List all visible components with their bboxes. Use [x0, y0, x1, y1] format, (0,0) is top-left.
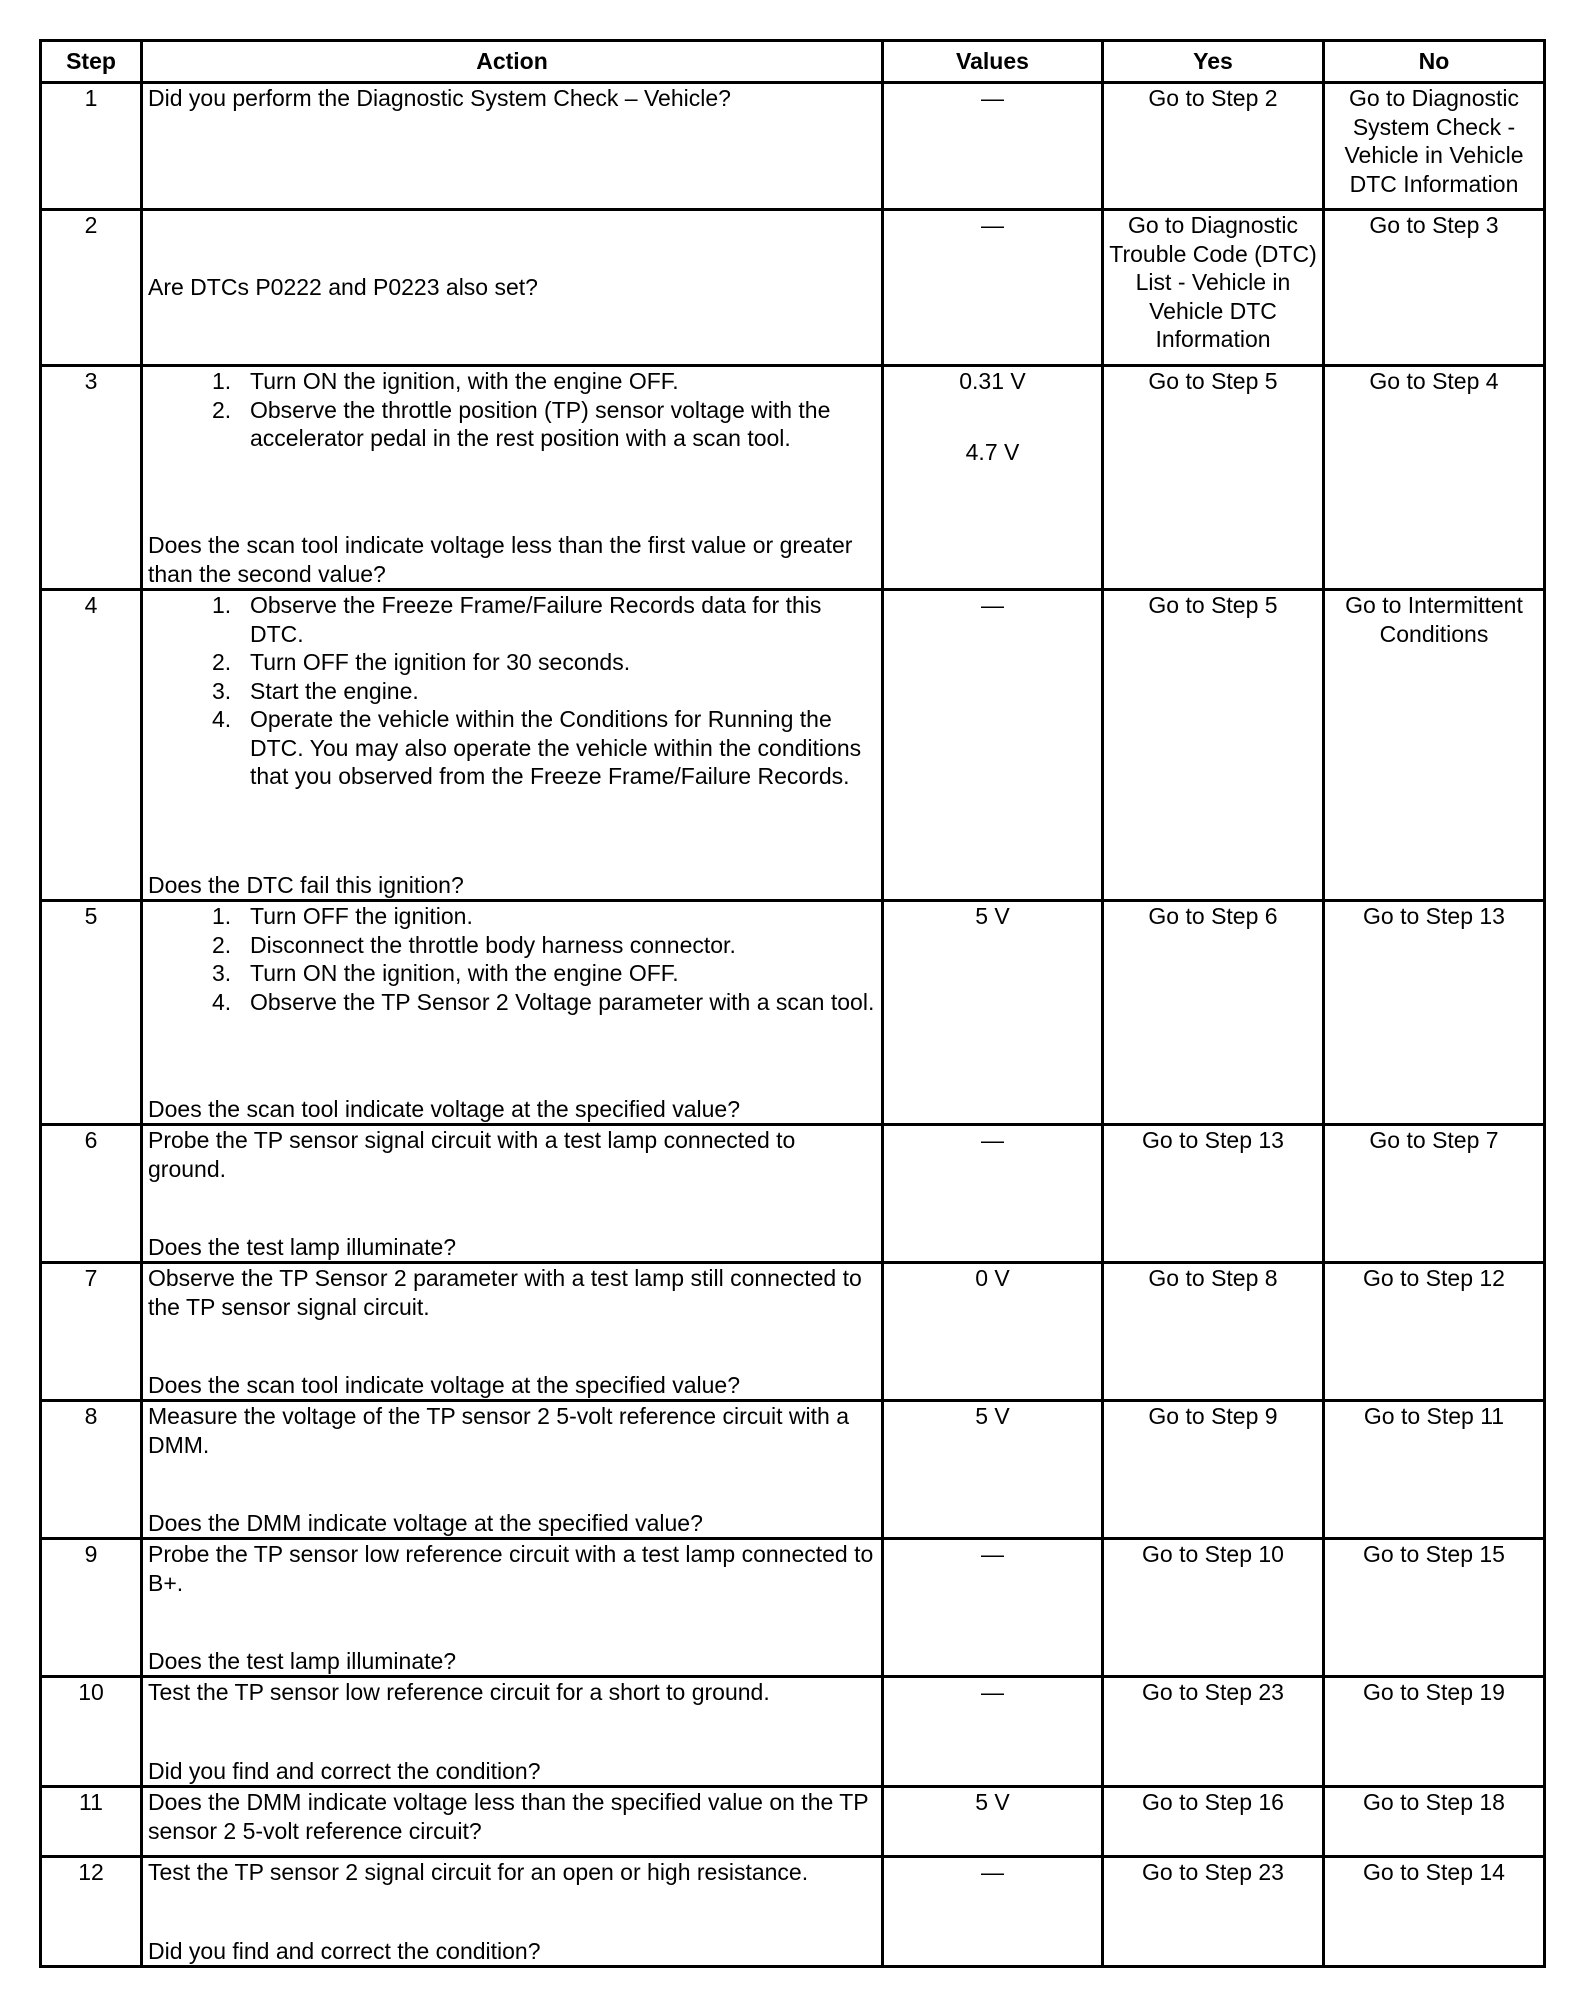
action-question: Does the DTC fail this ignition? [148, 871, 464, 898]
value-cell: — [883, 210, 1103, 366]
action-cell [142, 1677, 883, 1787]
table-row [41, 83, 1545, 210]
header-values: Values [883, 41, 1103, 83]
no-link[interactable]: Go to Step 13 [1324, 901, 1545, 1125]
value-cell: 5 V [883, 1401, 1103, 1539]
no-link[interactable]: Go to Step 19 [1324, 1677, 1545, 1787]
value-cell: — [883, 1677, 1103, 1787]
action-text: Measure the voltage of the TP sensor 2 5-volt reference circuit with a DMM. [148, 1403, 850, 1458]
value-cell: 0 V [883, 1263, 1103, 1401]
step-number: 8 [41, 1401, 142, 1539]
action-cell [142, 1125, 883, 1263]
action-question: Does the DMM indicate voltage at the specified value? [148, 1509, 703, 1536]
action-cell [142, 366, 883, 590]
action-cell [142, 1787, 883, 1857]
table-row [41, 1677, 1545, 1787]
value-cell: — [883, 83, 1103, 210]
value-cell: — [883, 1857, 1103, 1967]
no-link[interactable]: Go to Step 18 [1324, 1787, 1545, 1857]
action-question: Does the test lamp illuminate? [148, 1233, 457, 1260]
step-number: 11 [41, 1787, 142, 1857]
table-row [41, 1787, 1545, 1857]
action-text: Did you perform the Diagnostic System Check – Vehicle? [148, 85, 731, 111]
value-cell: — [883, 1125, 1103, 1263]
list-item: 4. Observe the TP Sensor 2 Voltage parameter with a scan tool. [212, 988, 875, 1015]
action-question: Does the scan tool indicate voltage less than the first value or greater than the second value? [148, 532, 853, 587]
value-min: 0.31 V [959, 368, 1026, 394]
action-text: Are DTCs P0222 and P0223 also set? [148, 274, 538, 301]
list-item: 2. Turn OFF the ignition for 30 seconds. [212, 649, 631, 675]
yes-link[interactable]: Go to Step 9 [1103, 1401, 1324, 1539]
yes-link[interactable]: Go to Step 5 [1103, 366, 1324, 590]
action-cell [142, 1263, 883, 1401]
yes-link[interactable]: Go to Step 23 [1103, 1677, 1324, 1787]
action-text: Test the TP sensor 2 signal circuit for an open or high resistance. [148, 1859, 809, 1885]
table-row [41, 1125, 1545, 1263]
action-cell [142, 1401, 883, 1539]
step-number: 1 [41, 83, 142, 210]
value-cell: 5 V [883, 1787, 1103, 1857]
table-row [41, 1857, 1545, 1967]
yes-link[interactable]: Go to Step 5 [1103, 590, 1324, 901]
no-link[interactable]: Go to Step 15 [1324, 1539, 1545, 1677]
action-text: Probe the TP sensor low reference circuit with a test lamp connected to B+. [148, 1541, 874, 1596]
value-max: 4.7 V [965, 438, 1020, 465]
no-link[interactable]: Go to Diagnostic System Check - Vehicle in Vehicle DTC Information [1324, 83, 1545, 210]
action-question: Does the scan tool indicate voltage at the specified value? [148, 1095, 740, 1122]
value-cell: — [883, 1539, 1103, 1677]
table-row [41, 210, 1545, 366]
value-cell [883, 366, 1103, 590]
value-cell: — [883, 590, 1103, 901]
action-text: Test the TP sensor low reference circuit for a short to ground. [148, 1679, 770, 1705]
header-yes: Yes [1103, 41, 1324, 83]
list-item: 3. Start the engine. [212, 677, 419, 704]
list-item: 2. Observe the throttle position (TP) sensor voltage with the accelerator pedal in the rest position with a scan tool. [212, 396, 831, 451]
value-cell: 5 V [883, 901, 1103, 1125]
action-question: Does the scan tool indicate voltage at the specified value? [148, 1371, 740, 1398]
yes-link[interactable]: Go to Step 2 [1103, 83, 1324, 210]
action-cell [142, 1539, 883, 1677]
header-step: Step [41, 41, 142, 83]
yes-link[interactable]: Go to Diagnostic Trouble Code (DTC) List - Vehicle in Vehicle DTC Information [1103, 210, 1324, 366]
action-steps [148, 591, 876, 791]
header-row [41, 41, 1545, 83]
no-link[interactable]: Go to Intermittent Conditions [1324, 590, 1545, 901]
yes-link[interactable]: Go to Step 23 [1103, 1857, 1324, 1967]
list-item: 4. Operate the vehicle within the Conditions for Running the DTC. You may also operate the vehicle within the conditions that you observed from the Freeze Frame/Failure Records. [212, 706, 862, 789]
action-text: Does the DMM indicate voltage less than the specified value on the TP sensor 2 5-volt reference circuit? [148, 1789, 869, 1844]
yes-link[interactable]: Go to Step 13 [1103, 1125, 1324, 1263]
step-number: 2 [41, 210, 142, 366]
list-item: 2. Disconnect the throttle body harness connector. [212, 931, 736, 958]
step-number: 3 [41, 366, 142, 590]
header-no: No [1324, 41, 1545, 83]
step-number: 9 [41, 1539, 142, 1677]
action-cell [142, 590, 883, 901]
no-link[interactable]: Go to Step 14 [1324, 1857, 1545, 1967]
no-link[interactable]: Go to Step 11 [1324, 1401, 1545, 1539]
no-link[interactable]: Go to Step 7 [1324, 1125, 1545, 1263]
action-steps [148, 367, 876, 453]
list-item: 3. Turn ON the ignition, with the engine OFF. [212, 960, 679, 986]
table-row [41, 901, 1545, 1125]
header-action: Action [142, 41, 883, 83]
action-question: Does the test lamp illuminate? [148, 1647, 457, 1674]
action-question: Did you find and correct the condition? [148, 1757, 541, 1784]
action-cell [142, 901, 883, 1125]
action-cell [142, 1857, 883, 1967]
step-number: 10 [41, 1677, 142, 1787]
table-row [41, 1263, 1545, 1401]
yes-link[interactable]: Go to Step 10 [1103, 1539, 1324, 1677]
yes-link[interactable]: Go to Step 8 [1103, 1263, 1324, 1401]
action-cell [142, 83, 883, 210]
list-item: 1. Turn ON the ignition, with the engine OFF. [212, 368, 679, 394]
list-item: 1. Observe the Freeze Frame/Failure Records data for this DTC. [212, 592, 822, 647]
step-number: 12 [41, 1857, 142, 1967]
diagnostic-table [39, 39, 1546, 1968]
table-row [41, 1401, 1545, 1539]
table-row [41, 590, 1545, 901]
table-row [41, 1539, 1545, 1677]
step-number: 7 [41, 1263, 142, 1401]
yes-link[interactable]: Go to Step 6 [1103, 901, 1324, 1125]
step-number: 4 [41, 590, 142, 901]
no-link[interactable]: Go to Step 3 [1324, 210, 1545, 366]
list-item: 1. Turn OFF the ignition. [212, 903, 473, 929]
yes-link[interactable]: Go to Step 16 [1103, 1787, 1324, 1857]
action-text: Probe the TP sensor signal circuit with a test lamp connected to ground. [148, 1127, 796, 1182]
action-question: Did you find and correct the condition? [148, 1937, 541, 1964]
no-link[interactable]: Go to Step 12 [1324, 1263, 1545, 1401]
action-steps [148, 902, 876, 1016]
table-row [41, 366, 1545, 590]
action-cell [142, 210, 883, 366]
action-text: Observe the TP Sensor 2 parameter with a test lamp still connected to the TP sensor signal circuit. [148, 1265, 862, 1320]
no-link[interactable]: Go to Step 4 [1324, 366, 1545, 590]
step-number: 5 [41, 901, 142, 1125]
step-number: 6 [41, 1125, 142, 1263]
